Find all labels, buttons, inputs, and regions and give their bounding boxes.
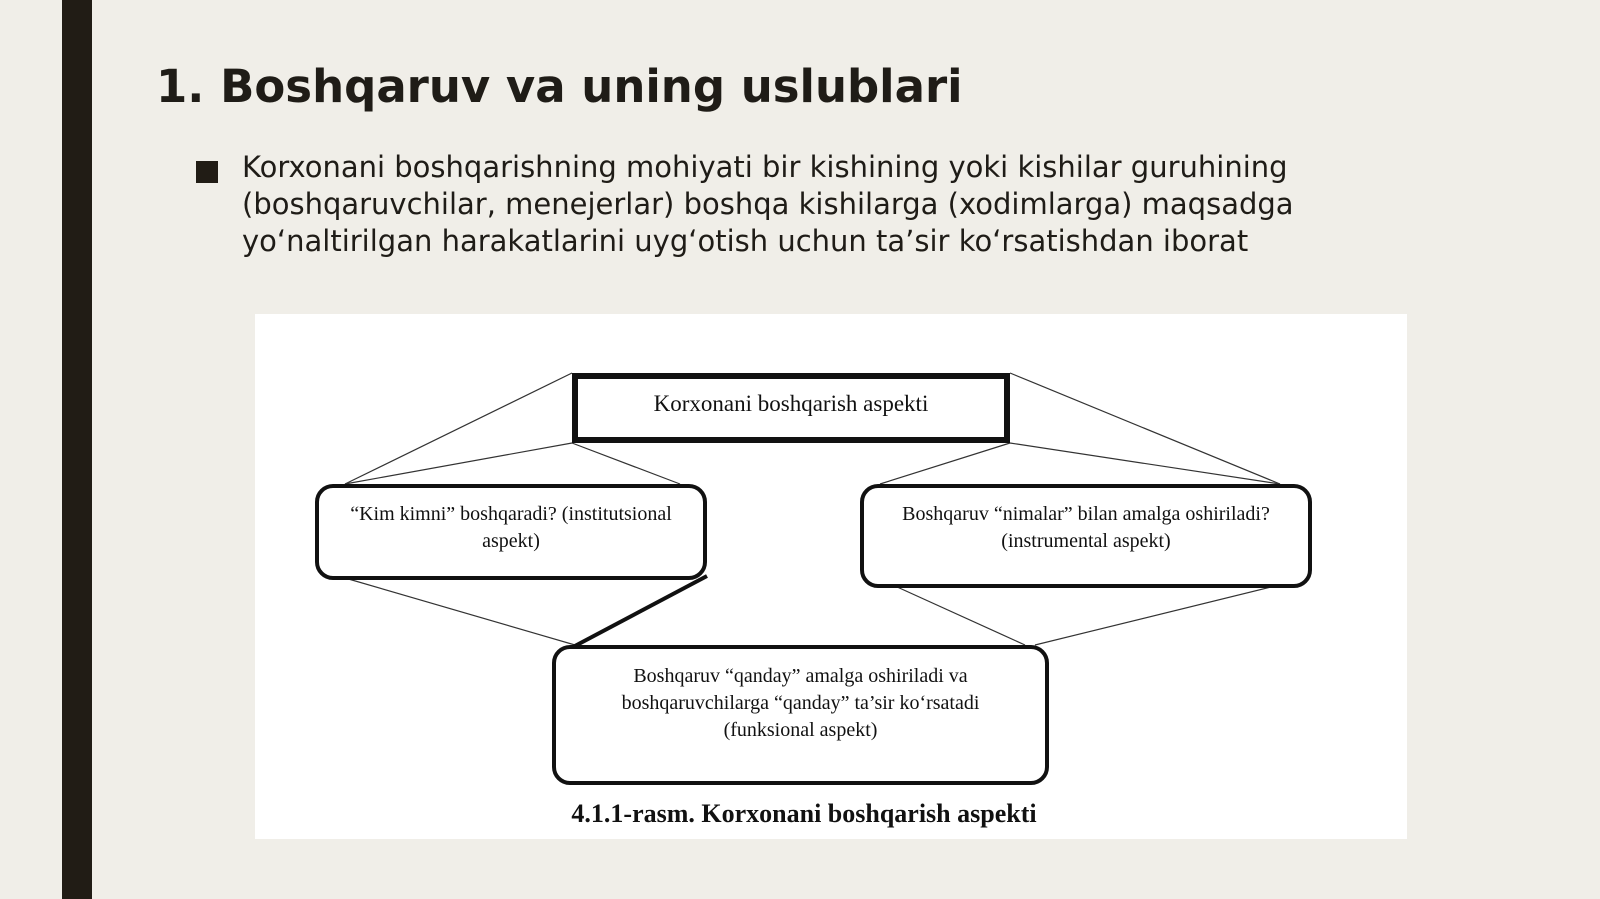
connector-line bbox=[1010, 443, 1280, 484]
figure-caption: 4.1.1-rasm. Korxonani boshqarish aspekti bbox=[571, 799, 1037, 828]
connector-line bbox=[345, 443, 572, 484]
connector-line bbox=[572, 443, 680, 484]
connector-line bbox=[345, 578, 575, 645]
bullet-text: Korxonani boshqarishning mohiyati bir kishining yoki kishilar guruhining (boshqaruvchilar, menejerlar) boshqa kishilarga (xodimlarga) maqsadga yo‘naltirilgan harakatlarini uyg‘otish uchun ta’sir ko‘rsatishdan iborat bbox=[242, 150, 1294, 258]
connector-line bbox=[1035, 586, 1275, 645]
bullet-square-icon bbox=[196, 161, 218, 183]
connector-line-bold bbox=[573, 576, 707, 647]
connector-line bbox=[880, 443, 1010, 484]
connector-line bbox=[895, 586, 1025, 645]
instrumental-aspect-box: Boshqaruv “nimalar” bilan amalga oshiriladi? (instrumental aspekt) bbox=[860, 484, 1312, 588]
functional-aspect-box: Boshqaruv “qanday” amalga oshiriladi va boshqaruvchilarga “qanday” ta’sir ko‘rsatadi (funksional aspekt) bbox=[552, 645, 1049, 785]
diagram-figure bbox=[255, 314, 1407, 839]
connector-line bbox=[1010, 373, 1280, 484]
institutional-aspect-box: “Kim kimni” boshqaradi? (institutsional aspekt) bbox=[315, 484, 707, 580]
slide-title: 1. Boshqaruv va uning uslublari bbox=[156, 60, 963, 113]
connector-line bbox=[345, 373, 572, 484]
top-aspect-box: Korxonani boshqarish aspekti bbox=[572, 373, 1010, 443]
left-accent-bar bbox=[62, 0, 92, 899]
